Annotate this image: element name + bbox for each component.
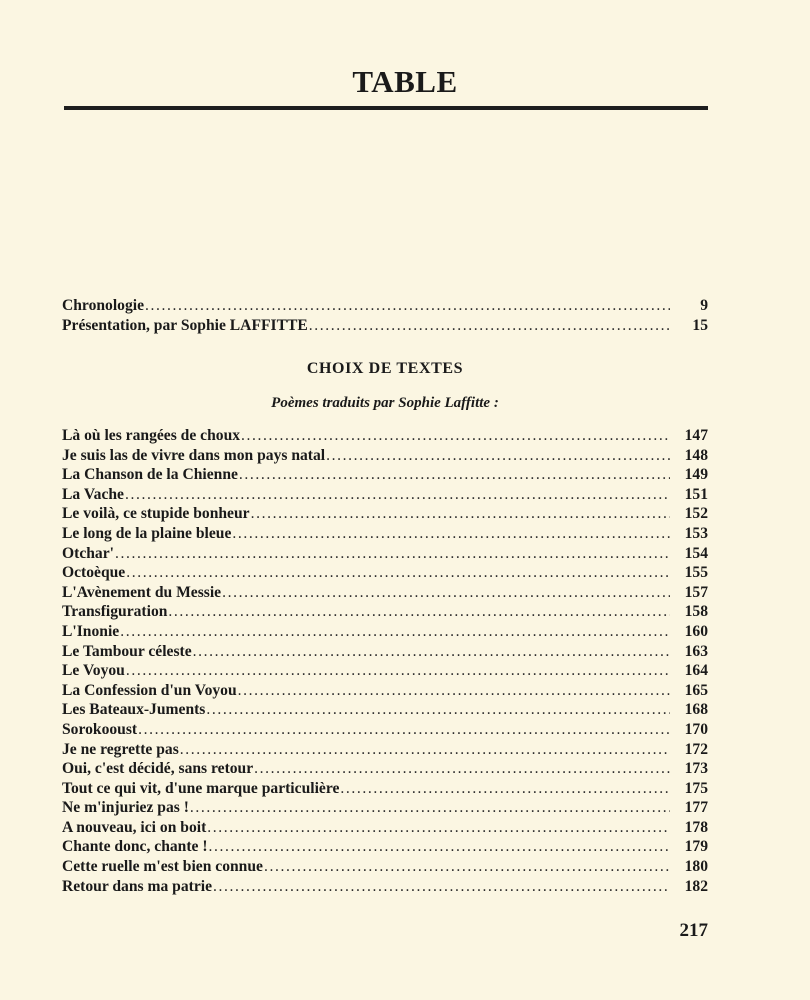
toc-entry-title: Présentation, par Sophie LAFFITTE [62,316,308,334]
toc-entry-page: 172 [684,740,708,758]
toc-entry-title: Ne m'injuriez pas ! [62,799,189,817]
toc-entry [62,427,708,447]
toc-entry-page: 164 [684,662,708,680]
toc-entry [62,819,708,839]
toc-entry-title: Retour dans ma patrie [62,877,213,895]
toc-entry-page: 160 [684,622,708,640]
toc-entry-title: Sorokooust [62,720,138,738]
dot-leader [209,838,670,856]
dot-leader [193,643,670,661]
toc-entry-page: 165 [684,681,708,699]
toc-entry [62,721,708,741]
toc-entry-title: Je suis las de vivre dans mon pays natal [62,446,326,464]
toc-entry-page: 155 [684,564,708,582]
toc-entry-page: 153 [684,524,708,542]
toc-entry-page: 148 [684,446,708,464]
toc-entry-page: 163 [684,642,708,660]
toc-entry-title: A nouveau, ici on boit [62,818,207,836]
toc-entry-page: 15 [692,316,708,334]
toc-entry-page: 152 [684,505,708,523]
toc-entry [62,584,708,604]
toc-entry-page: 182 [684,877,708,895]
toc-entry-title: Otchar' [62,544,114,562]
toc-entry [62,780,708,800]
section-heading: CHOIX DE TEXTES [306,360,464,377]
dot-leader [238,682,670,700]
toc-entry-title: La Chanson de la Chienne [62,466,238,484]
toc-entry-page: 158 [684,603,708,621]
dot-leader [115,545,670,563]
toc-entry [62,545,708,565]
dot-leader [126,662,670,680]
toc-entry-title: Le long de la plaine bleue [62,524,232,542]
toc-entry [62,682,708,702]
section-subheading: Poèmes traduits par Sophie Laffitte : [271,395,499,411]
toc-entry [62,643,708,663]
toc-entry [62,760,708,780]
toc-entry [62,447,708,467]
toc-entry-title: L'Avènement du Messie [62,583,222,601]
toc-entry-title: L'Inonie [62,622,120,640]
toc-entry [62,603,708,623]
toc-entry-title: Le voilà, ce stupide bonheur [62,505,250,523]
toc-entry-title: Transfiguration [62,603,168,621]
dot-leader [222,584,670,602]
toc-entry-title: Cette ruelle m'est bien connue [62,858,263,876]
toc-entry-title: Oui, c'est décidé, sans retour [62,760,254,778]
dot-leader [251,505,670,523]
dot-leader [206,701,670,719]
toc-entry-title: La Confession d'un Voyou [62,681,237,699]
page-title: TABLE [352,64,458,99]
toc-entry-page: 168 [684,701,708,719]
toc-entry-title: Le Voyou [62,662,125,680]
dot-leader [190,799,670,817]
toc-entry-title: La Vache [62,485,124,503]
toc-entry [62,505,708,525]
dot-leader [241,427,670,445]
toc-entry-title: Octoèque [62,564,126,582]
toc-entry-page: 177 [684,799,708,817]
toc-entry [62,858,708,878]
toc-entry-page: 170 [684,720,708,738]
toc-entry-title: Là où les rangées de choux [62,427,241,444]
dot-leader [168,603,670,621]
toc-entry-page: 157 [684,583,708,601]
dot-leader [138,721,670,739]
dot-leader [145,297,670,315]
toc-entry-page: 179 [684,838,708,856]
toc-entry [62,317,708,337]
toc-entry-page: 149 [684,466,708,484]
toc-entry-page: 151 [684,485,708,503]
dot-leader [340,780,670,798]
toc-entry-page: 147 [684,427,708,444]
toc-entry-page: 180 [684,858,708,876]
title-rule [64,106,708,110]
dot-leader [125,486,670,504]
dot-leader [239,466,670,484]
dot-leader [213,878,670,896]
toc-entry [62,486,708,506]
toc-entry [62,525,708,545]
toc-entry [62,662,708,682]
toc-entry [62,878,708,898]
dot-leader [120,623,670,641]
toc-entry [62,799,708,819]
toc-entry [62,623,708,643]
toc-entry-page: 9 [700,297,708,314]
toc-entry [62,297,708,317]
toc-entry [62,838,708,858]
toc-entry-title: Le Tambour céleste [62,642,192,660]
page-number: 217 [679,920,708,941]
toc-entry-title: Les Bateaux-Juments [62,701,206,719]
dot-leader [180,741,670,759]
front-matter-list [62,297,708,336]
dot-leader [232,525,670,543]
poem-list [62,427,708,897]
toc-entry-page: 178 [684,818,708,836]
dot-leader [207,819,670,837]
toc-entry [62,564,708,584]
dot-leader [264,858,670,876]
toc-entry [62,701,708,721]
toc-entry-title: Je ne regrette pas [62,740,179,758]
toc-entry [62,741,708,761]
dot-leader [326,447,670,465]
dot-leader [254,760,670,778]
toc-entry [62,466,708,486]
toc-entry-title: Chante donc, chante ! [62,838,208,856]
dot-leader [126,564,670,582]
toc-entry-page: 175 [684,779,708,797]
toc-entry-page: 173 [684,760,708,778]
dot-leader [309,317,670,335]
toc-entry-title: Chronologie [62,297,145,314]
toc-entry-title: Tout ce qui vit, d'une marque particulière [62,779,340,797]
toc-entry-page: 154 [684,544,708,562]
